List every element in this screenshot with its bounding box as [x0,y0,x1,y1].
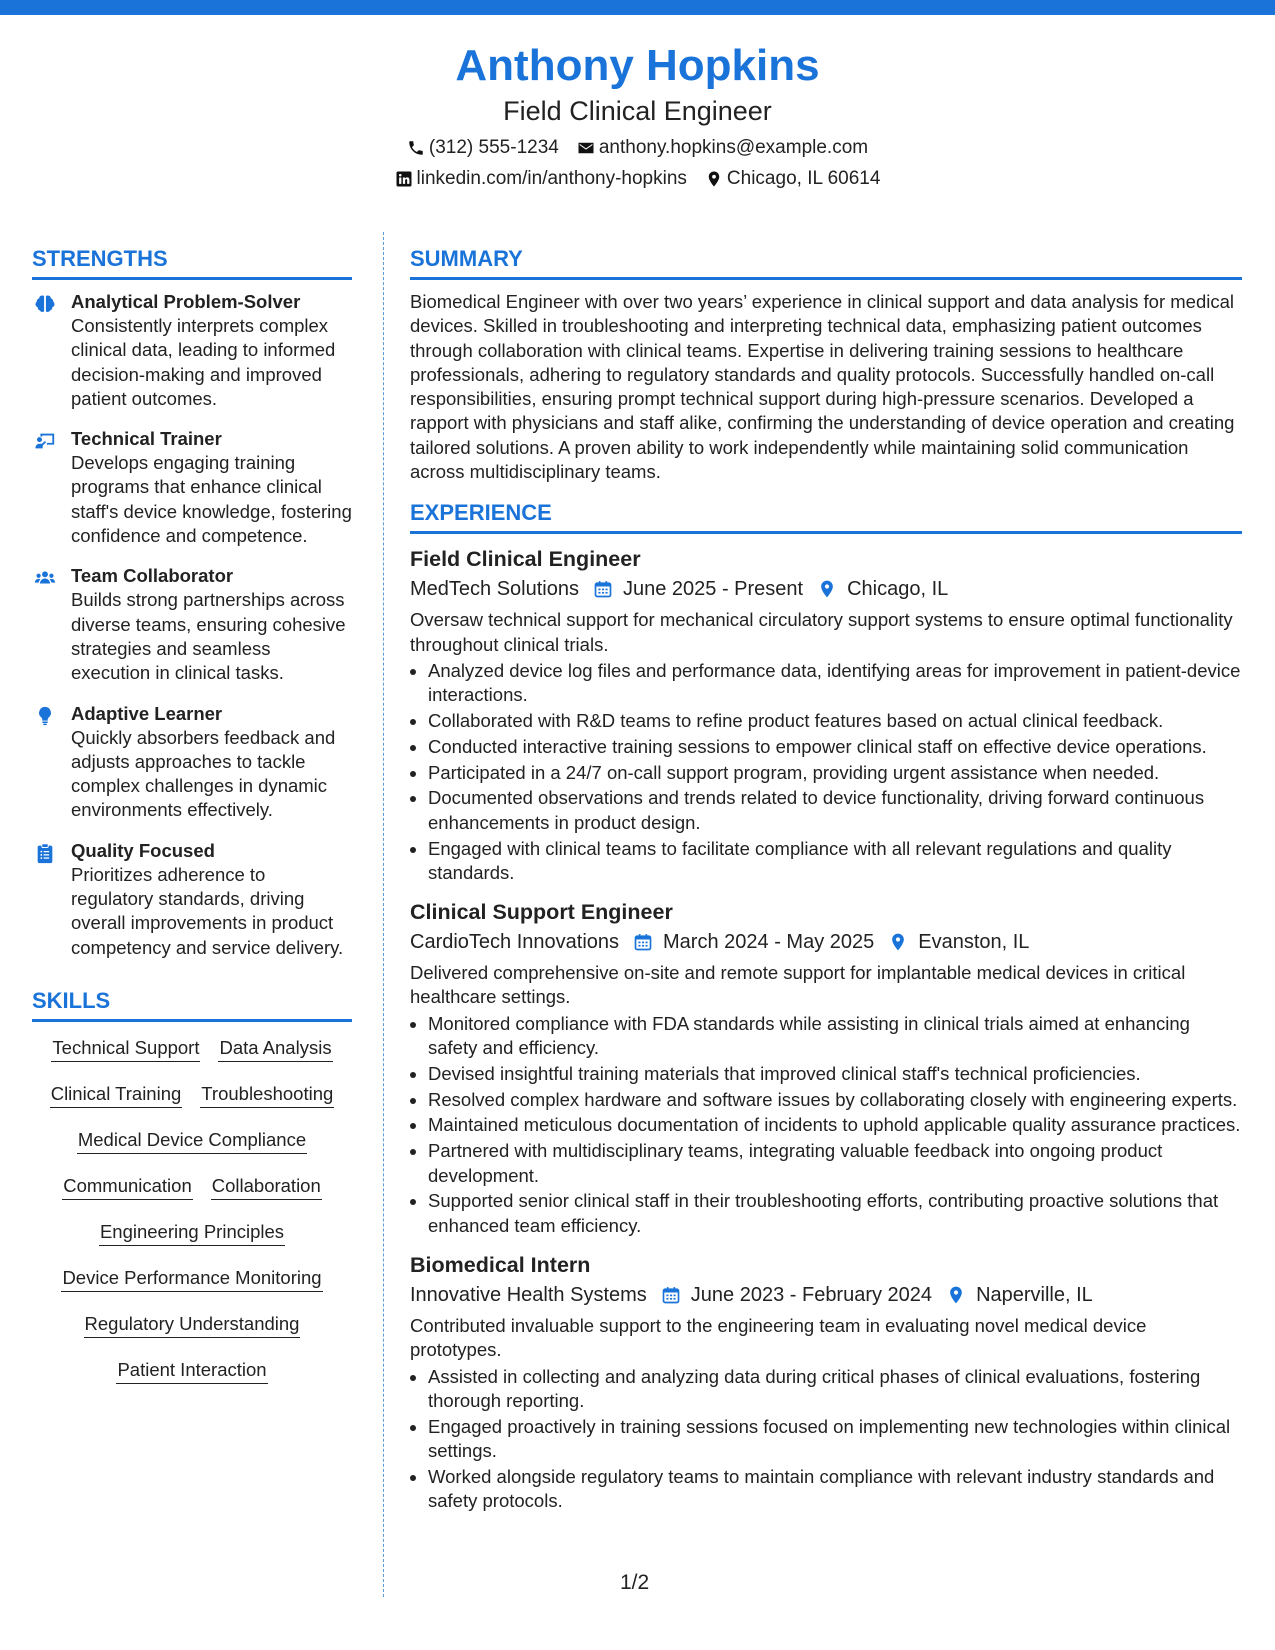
skill-row [32,1036,352,1062]
job-description: Oversaw technical support for mechanical circulatory support systems to ensure optimal functionality throughout clinical trials. [410,609,1233,655]
skill-tag: Medical Device Compliance [77,1128,307,1154]
skills-heading: SKILLS [32,986,352,1022]
job-description: Contributed invaluable support to the engineering team in evaluating novel medical device prototypes. [410,1314,1147,1361]
lightbulb-icon [34,705,56,727]
bullet-item: • Supported senior clinical staff in their troubleshooting efforts, contributing proactive solutions that enhanced team efficiency. [428,1189,1242,1238]
linkedin-text: linkedin.com/in/anthony-hopkins [416,168,687,189]
bullet-item: • Engaged with clinical teams to facilitate compliance with all relevant regulations and quality standards. [428,837,1242,886]
job-meta [410,1280,1242,1310]
bullet-item: • Documented observations and trends related to device functionality, driving forward continuous enhancements in product design. [428,786,1242,835]
strength-title: Team Collaborator [71,565,234,587]
bullet-item: • Monitored compliance with FDA standards while assisting in clinical trials aimed at enhancing safety and efficiency. [428,1012,1242,1061]
strength-item [32,427,352,548]
skill-tag: Clinical Training [50,1082,183,1108]
job-location: Evanston, IL [918,931,1030,954]
bullet-item: • Engaged proactively in training sessions focused on implementing new technologies within clinical settings. [428,1415,1242,1464]
bullet-item: • Participated in a 24/7 on-call support program, providing urgent assistance when needed. [428,761,1242,785]
candidate-role: Field Clinical Engineer [503,96,772,126]
envelope-icon [577,139,595,157]
contact-row-2 [0,167,1275,191]
skill-tag: Collaboration [211,1174,322,1200]
job-meta [410,574,1242,604]
company-name: MedTech Solutions [410,578,579,601]
map-pin-icon [946,1285,966,1305]
skill-tag: Regulatory Understanding [84,1312,301,1338]
candidate-name: Anthony Hopkins [455,41,820,90]
experience-heading: EXPERIENCE [410,498,1242,534]
job-title: Biomedical Intern [410,1252,591,1277]
job-entry [410,897,1242,1238]
contact-linkedin[interactable] [395,167,687,191]
bullet-item: • Worked alongside regulatory teams to maintain compliance with relevant industry standards and safety protocols. [428,1465,1242,1514]
accent-top-bar [0,0,1275,15]
strength-description: Develops engaging training programs that enhance clinical staff's device knowledge, fostering confidence and competence. [71,452,352,547]
linkedin-icon [395,170,413,188]
strength-description: Prioritizes adherence to regulatory standards, driving overall improvements in product competency and service delivery. [71,863,344,958]
skill-tag: Communication [62,1174,193,1200]
strength-item [32,564,352,685]
contact-location [705,167,881,191]
page-number: 1/2 [620,1571,650,1594]
job-title: Clinical Support Engineer [410,900,673,925]
skill-row [32,1128,352,1154]
skill-row [32,1082,352,1108]
bullet-item: • Partnered with multidisciplinary teams, integrating valuable feedback into ongoing product development. [428,1139,1242,1188]
map-pin-icon [888,932,908,952]
skill-row [32,1358,352,1384]
job-entry [410,544,1242,885]
summary-text: Biomedical Engineer with over two years’ experience in clinical support and data analysis for medical devices. Skilled in troubleshooting and interpreting technical data, emphasizing patient outcomes through collaboration with clinical teams. Expertise in delivering training sessions to healthcare professionals, adhering to regulatory standards and quality protocols. Successfully handled on-call responsibilities, ensuring prompt technical support during high-pressure scenarios. Developed a rapport with physicians and staff alike, confirming the understanding of device operation and creating tailored solutions. A proven ability to work independently while maintaining solid communication across multidisciplinary teams. [410,291,1235,483]
skills-list [32,1032,352,1384]
job-bullets [410,1012,1242,1238]
job-bullets [410,1365,1242,1514]
skill-tag: Technical Support [51,1036,200,1062]
calendar-icon [661,1285,681,1305]
map-pin-icon [817,579,837,599]
skill-tag: Patient Interaction [116,1358,267,1384]
map-pin-icon [705,170,723,188]
skill-row [32,1174,352,1200]
resume-header [0,40,1275,191]
job-dates: June 2025 - Present [622,578,804,601]
company-name: Innovative Health Systems [410,1283,647,1306]
job-location: Chicago, IL [847,578,949,601]
skill-tag: Engineering Principles [99,1220,285,1246]
column-divider [383,232,384,1597]
job-bullets [410,659,1242,885]
job-description: Delivered comprehensive on-site and remote support for implantable medical devices in critical healthcare settings. [410,962,1186,1008]
strength-item [32,702,352,823]
contact-email[interactable] [577,136,868,160]
strength-title: Analytical Problem-Solver [71,291,301,312]
strength-description: Builds strong partnerships across diverse teams, ensuring cohesive strategies and seamless execution in clinical tasks. [71,589,346,684]
summary-heading: SUMMARY [410,244,1242,280]
skill-row [32,1220,352,1246]
location-text: Chicago, IL 60614 [726,168,881,189]
skill-row [32,1266,352,1292]
bullet-item: • Assisted in collecting and analyzing data during critical phases of clinical evaluations, fostering thorough reporting. [428,1365,1242,1414]
strength-title: Technical Trainer [71,428,222,450]
email-text: anthony.hopkins@example.com [598,137,869,158]
left-column [32,244,352,1404]
clipboard-list-icon [34,842,56,864]
skill-tag: Data Analysis [218,1036,332,1062]
company-name: CardioTech Innovations [410,931,620,954]
phone-text: (312) 555-1234 [428,137,559,158]
brain-icon [34,293,56,315]
phone-icon [407,139,425,157]
bullet-item: • Devised insightful training materials that improved clinical staff's technical proficiencies. [428,1062,1242,1086]
right-column [410,244,1242,1525]
contact-phone [407,136,559,160]
bullet-item: • Conducted interactive training sessions to empower clinical staff on effective device operations. [428,735,1242,759]
bullet-item: • Analyzed device log files and performance data, identifying areas for improvement in patient-device interactions. [428,659,1242,708]
strength-item [32,290,352,411]
strength-description: Quickly absorbers feedback and adjusts approaches to tackle complex challenges in dynamic environments effectively. [71,726,336,821]
skill-tag: Troubleshooting [200,1082,334,1108]
bullet-item: • Maintained meticulous documentation of incidents to uphold applicable quality assurance practices. [428,1113,1242,1137]
strength-item [32,839,352,960]
job-meta [410,927,1242,957]
strength-description: Consistently interprets complex clinical data, leading to informed decision-making and improved patient outcomes. [71,315,336,409]
strengths-heading: STRENGTHS [32,244,352,280]
skill-tag: Device Performance Monitoring [61,1266,322,1292]
job-dates: June 2023 - February 2024 [690,1283,933,1306]
job-location: Naperville, IL [976,1283,1093,1306]
job-title: Field Clinical Engineer [410,547,641,572]
calendar-icon [633,932,653,952]
strength-title: Adaptive Learner [71,702,223,724]
job-dates: March 2024 - May 2025 [663,931,875,954]
contact-row-1 [0,136,1275,160]
chalkboard-teacher-icon [34,430,56,452]
strength-title: Quality Focused [71,839,215,861]
bullet-item: • Resolved complex hardware and software issues by collaborating closely with engineering experts. [428,1088,1242,1112]
calendar-icon [593,579,613,599]
skill-row [32,1312,352,1338]
bullet-item: • Collaborated with R&D teams to refine product features based on actual clinical feedback. [428,709,1242,733]
job-entry [410,1250,1242,1513]
users-icon [34,567,56,589]
